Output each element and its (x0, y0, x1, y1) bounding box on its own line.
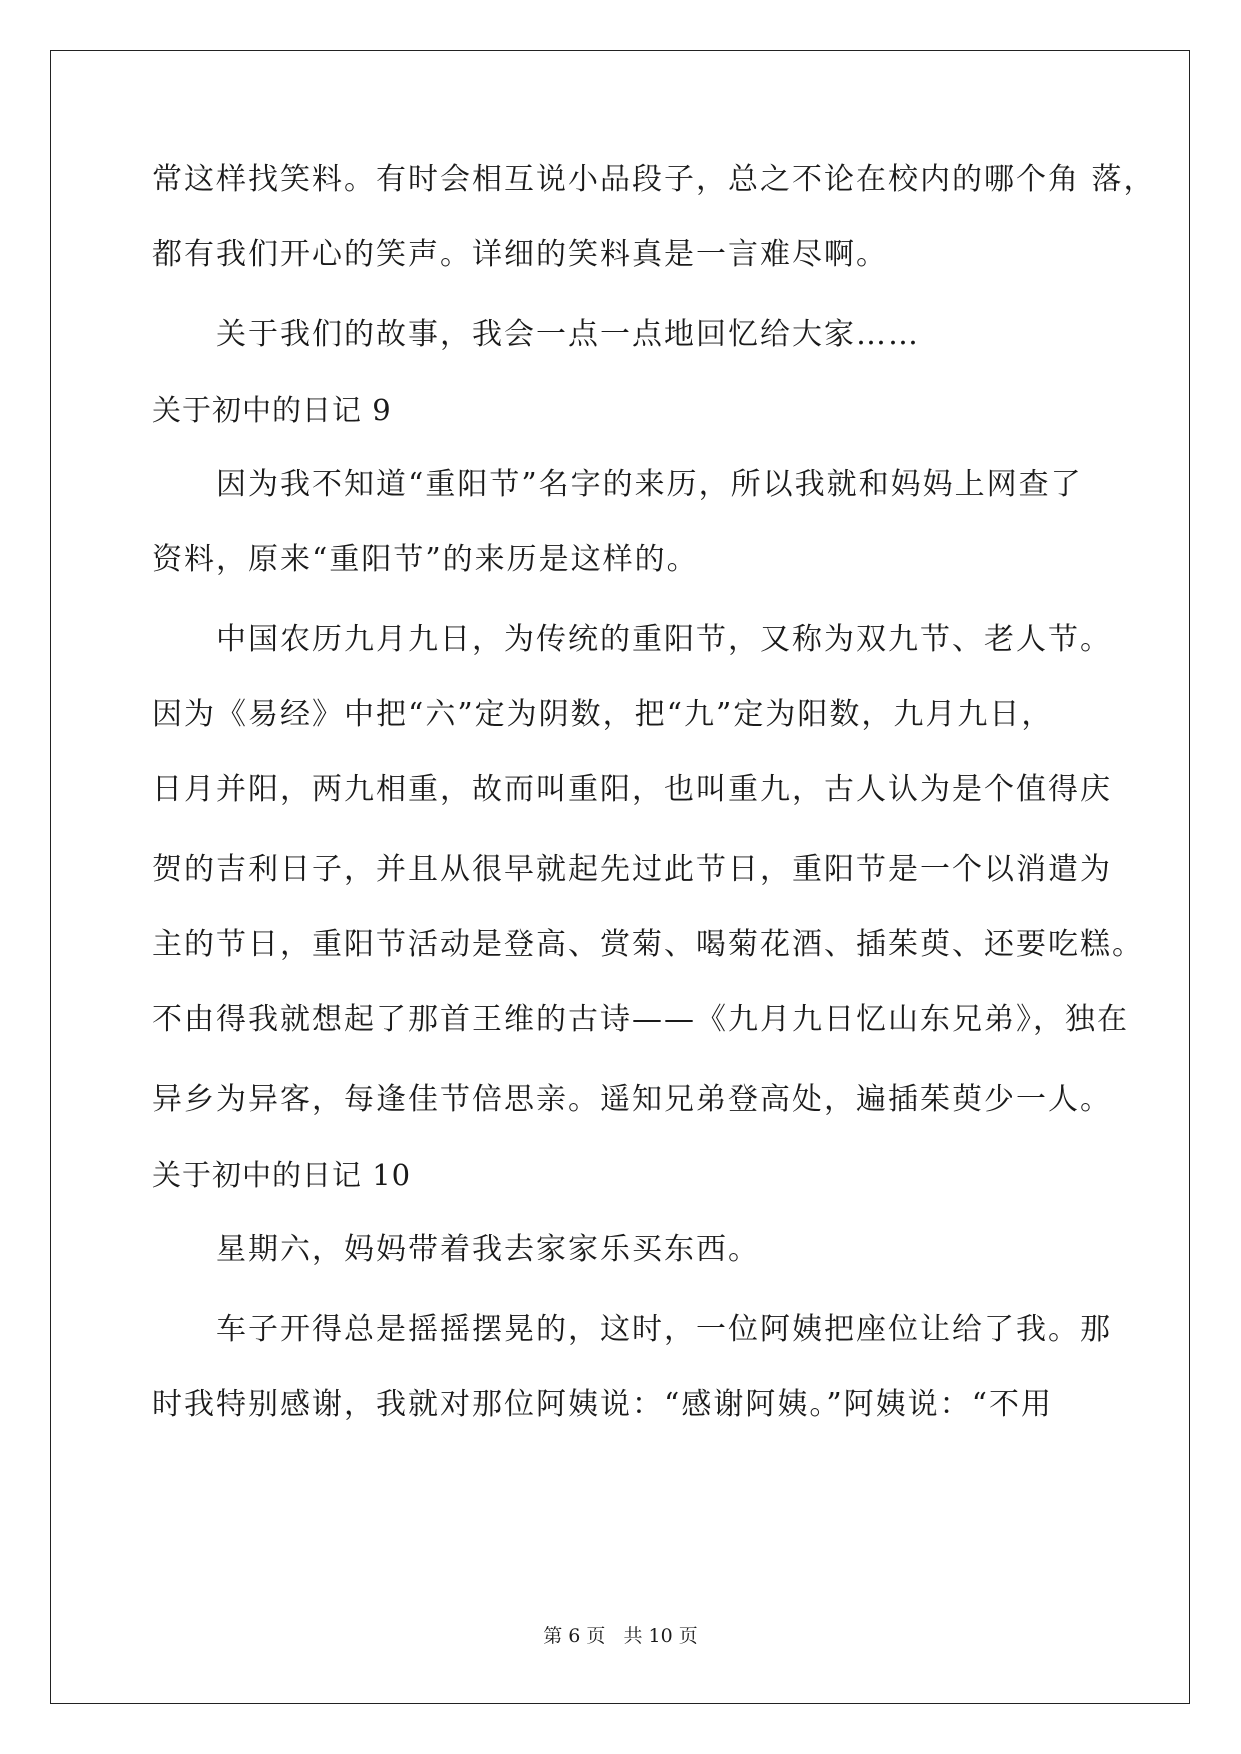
paragraph-line: 资料，原来“重阳节”的来历是这样的。 (152, 542, 699, 577)
paragraph-line: 都有我们开心的笑声。详细的笑料真是一言难尽啊。 (152, 237, 888, 272)
paragraph-line: 因为《易经》中把“六”定为阴数，把“九”定为阳数，九月九日， (152, 697, 1054, 732)
paragraph-line: 因为我不知道“重阳节”名字的来历，所以我就和妈妈上网查了 (216, 467, 1083, 502)
page-number-total: 共 10 页 (623, 1625, 698, 1647)
page-number-current: 第 6 页 (543, 1625, 606, 1647)
paragraph-line: 异乡为异客，每逢佳节倍思亲。遥知兄弟登高处，遍插茱萸少一人。 (152, 1082, 1112, 1117)
section-heading: 关于初中的日记 10 (152, 1158, 412, 1192)
section-heading: 关于初中的日记 9 (152, 393, 392, 427)
paragraph-line: 时我特别感谢，我就对那位阿姨说：“感谢阿姨。”阿姨说：“不用 (152, 1387, 1054, 1422)
paragraph-line: 主的节日，重阳节活动是登高、赏菊、喝菊花酒、插茱萸、还要吃糕。 (152, 927, 1144, 962)
paragraph-line: 车子开得总是摇摇摆晃的，这时，一位阿姨把座位让给了我。那 (216, 1312, 1112, 1347)
paragraph-line: 关于我们的故事，我会一点一点地回忆给大家…… (216, 317, 920, 352)
page-footer (0, 1624, 1241, 1648)
paragraph-line: 常这样找笑料。有时会相互说小品段子，总之不论在校内的哪个角 落， (152, 162, 1156, 197)
paragraph-line: 不由得我就想起了那首王维的古诗——《九月九日忆山东兄弟》，独在 (152, 1002, 1129, 1037)
paragraph-line: 中国农历九月九日，为传统的重阳节，又称为双九节、老人节。 (216, 622, 1112, 657)
paragraph-line: 星期六，妈妈带着我去家家乐买东西。 (216, 1232, 760, 1267)
paragraph-line: 贺的吉利日子，并且从很早就起先过此节日，重阳节是一个以消遣为 (152, 852, 1112, 887)
paragraph-line: 日月并阳，两九相重，故而叫重阳，也叫重九，古人认为是个值得庆 (152, 772, 1112, 807)
